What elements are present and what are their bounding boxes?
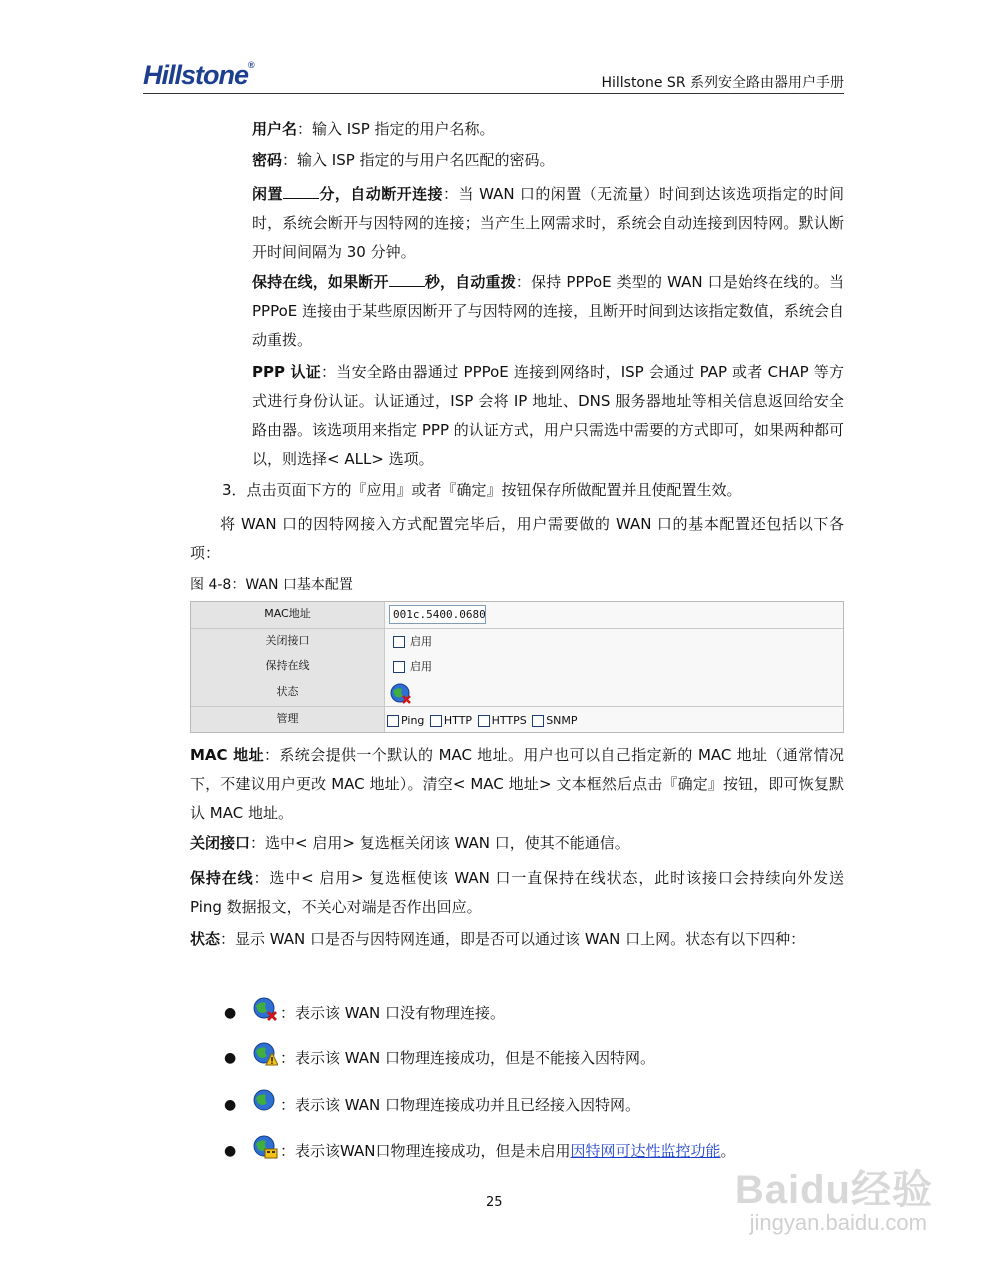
row-manage — [191, 707, 843, 732]
para-idle: 闲置 分，自动断开连接：当 WAN 口的闲置（无流量）时间到达该选项指定的时间时，系统会断开与因特网的连接；当产生上网需求时，系统会自动连接到因特网。默认断开时间间隔为 30 分钟。 — [252, 185, 844, 261]
row-status — [191, 680, 843, 707]
header-title: Hillstone SR 系列安全路由器用户手册 — [601, 75, 844, 91]
term-idle: 闲置 — [252, 185, 283, 203]
row-mac — [191, 602, 843, 629]
term-shutdown: 关闭接口 — [190, 834, 251, 852]
hillstone-logo: Hillstone® — [143, 60, 254, 90]
baidu-watermark: Baidu经验 — [734, 1168, 933, 1212]
manage-ping-checkbox[interactable]: Ping — [387, 714, 424, 728]
keepalive-enable-checkbox[interactable]: 启用 — [393, 660, 432, 674]
reachability-monitor-link[interactable]: 因特网可达性监控功能 — [570, 1142, 721, 1160]
globe-disabled-monitor-icon — [252, 1134, 278, 1160]
manage-http-checkbox[interactable]: HTTP — [430, 714, 472, 728]
label-mac: MAC地址 — [191, 602, 385, 628]
para-keep-online: 保持在线：选中< 启用> 复选框使该 WAN 口一直保持在线状态，此时该接口会持续向外发送 Ping 数据报文，不关心对端是否作出回应。 — [190, 869, 844, 916]
term-password: 密码 — [252, 151, 283, 169]
term-status: 状态 — [190, 930, 221, 948]
watermark-url: jingyan.baidu.com — [749, 1210, 927, 1235]
term-ppp-auth: PPP 认证 — [252, 363, 322, 381]
globe-red-x-icon — [390, 683, 412, 705]
figure-caption: 图 4-8：WAN 口基本配置 — [190, 577, 353, 593]
label-shutdown: 关闭接口 — [191, 629, 385, 655]
manage-snmp-checkbox[interactable]: SNMP — [532, 714, 577, 728]
shutdown-enable-checkbox[interactable]: 启用 — [393, 635, 432, 649]
header-divider — [143, 93, 844, 94]
para-status: 状态：显示 WAN 口是否与因特网连通，即是否可以通过该 WAN 口上网。状态有以下四种： — [190, 930, 806, 948]
row-shutdown — [191, 629, 843, 656]
para-keepalive: 保持在线，如果断开 秒，自动重拨：保持 PPPoE 类型的 WAN 口是始终在线的。当 PPPoE 连接由于某些原因断开了与因特网的连接，且断开时间到达该指定数值，系统会自动重拨。 — [252, 273, 844, 349]
globe-warning-icon — [252, 1041, 278, 1067]
para-intro: 将 WAN 口的因特网接入方式配置完毕后，用户需要做的 WAN 口的基本配置还包括以下各项： — [190, 515, 844, 562]
label-status: 状态 — [191, 680, 385, 706]
mac-address-input[interactable]: 001c.5400.0680 — [389, 605, 486, 624]
para-shutdown: 关闭接口：选中< 启用> 复选框关闭该 WAN 口，使其不能通信。 — [190, 834, 630, 852]
term-mac: MAC 地址 — [190, 746, 264, 764]
term-keep-online: 保持在线 — [190, 869, 254, 887]
manage-https-checkbox[interactable]: HTTPS — [478, 714, 527, 728]
row-keepalive — [191, 654, 843, 681]
para-step3: 3．点击页面下方的『应用』或者『确定』按钮保存所做配置并且使配置生效。 — [222, 481, 742, 499]
para-username: 用户名：输入 ISP 指定的用户名称。 — [252, 120, 495, 138]
globe-red-x-icon — [252, 996, 278, 1022]
para-password: 密码：输入 ISP 指定的与用户名匹配的密码。 — [252, 151, 555, 169]
page-number: 25 — [486, 1195, 503, 1210]
para-mac: MAC 地址：系统会提供一个默认的 MAC 地址。用户也可以自己指定新的 MAC 地址（通常情况下，不建议用户更改 MAC 地址）。清空< MAC 地址> 文本框然后点击『确定』按钮，即可恢复默认 MAC 地址。 — [190, 746, 844, 822]
label-manage: 管理 — [191, 707, 385, 732]
para-ppp-auth: PPP 认证：当安全路由器通过 PPPoE 连接到网络时，ISP 会通过 PAP 或者 CHAP 等方式进行身份认证。认证通过，ISP 会将 IP 地址、DNS 服务器地址等相关信息返回给安全路由器。该选项用来指定 PPP 的认证方式，用户只需选中需要的方式即可，如果两种都可以，则选择< ALL> 选项。 — [252, 363, 844, 468]
term-keepalive: 保持在线，如果断开 — [252, 273, 389, 291]
wan-config-table — [190, 601, 844, 733]
globe-check-icon — [252, 1088, 278, 1114]
label-keepalive: 保持在线 — [191, 654, 385, 680]
term-username: 用户名 — [252, 120, 298, 138]
